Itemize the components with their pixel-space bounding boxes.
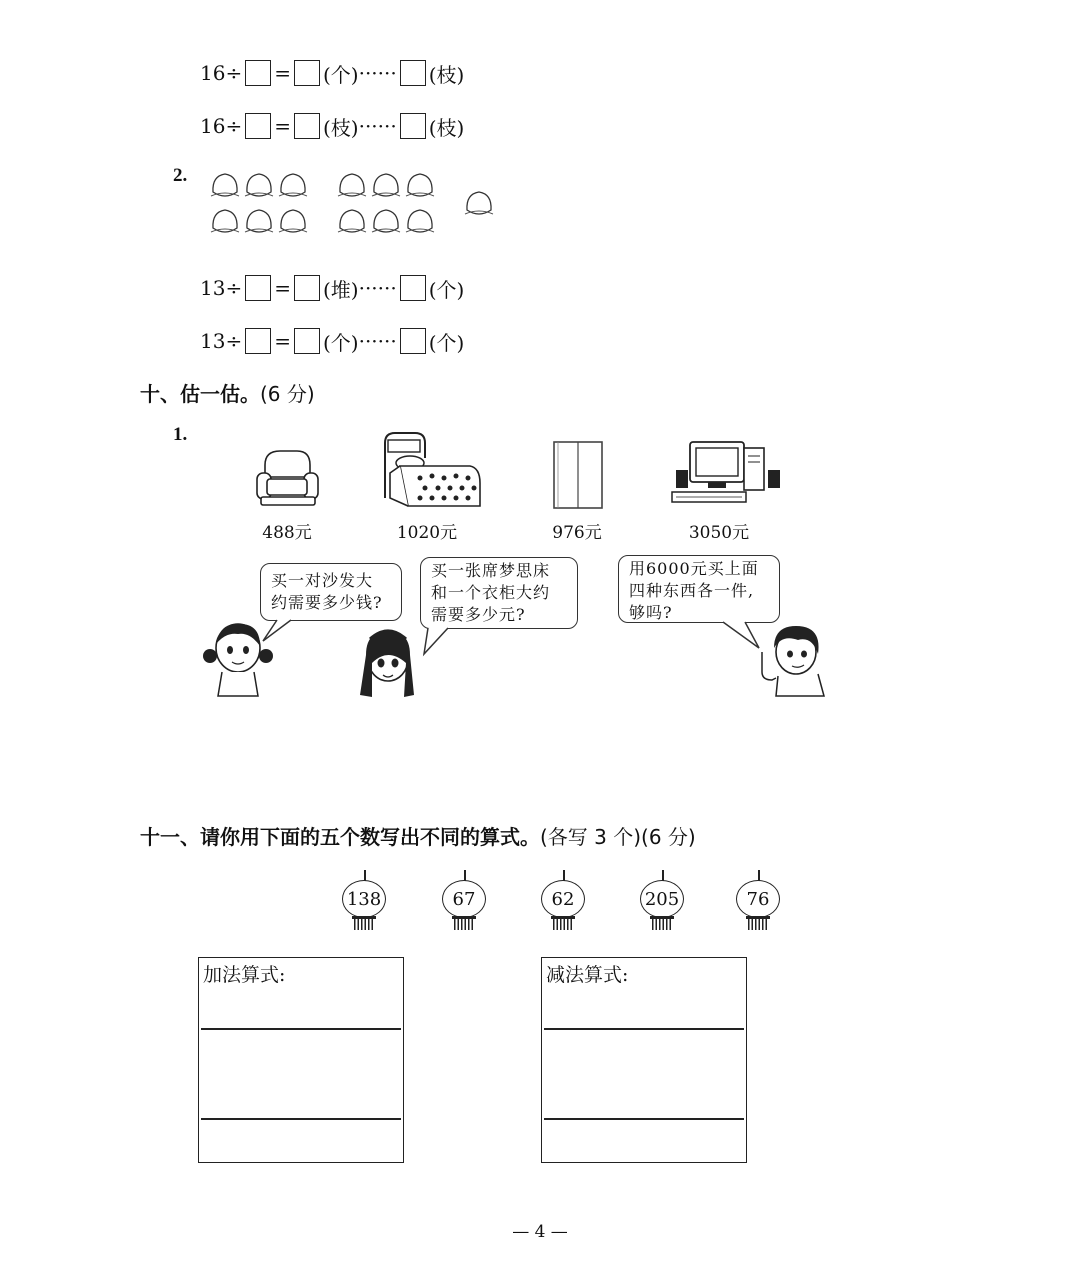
number-lantern [340,870,390,942]
unit-label: (枝) [428,62,465,87]
answer-box[interactable] [294,328,320,354]
speech-bubble [618,555,780,623]
wardrobe-icon [550,440,605,512]
section-heading [140,378,315,407]
answer-box[interactable] [400,60,426,86]
equation-row [200,111,464,141]
unit-label: (枝) [428,115,465,140]
price-label: 488元 [262,523,312,543]
equals-sign: = [274,61,291,85]
number-lantern [539,870,589,942]
divide-sign: ÷ [225,61,243,85]
equals-sign: = [274,114,291,138]
question-number: 1. [173,424,188,445]
answer-box[interactable] [400,113,426,139]
answer-line [544,1118,744,1120]
subtraction-answer-box[interactable] [541,957,747,1163]
page-number: — 4 — [512,1222,568,1242]
answer-box[interactable] [294,60,320,86]
divide-sign: ÷ [225,276,243,300]
bubble-text: 四种东西各一件, [629,581,755,600]
divide-sign: ÷ [225,114,243,138]
peach-illustration [205,168,505,250]
equation-row [200,58,464,88]
equals-sign: = [274,276,291,300]
lantern-number: 67 [442,880,486,918]
dividend: 13 [200,329,226,353]
bubble-text: 买一张席梦思床 [431,561,551,580]
dividend: 16 [200,114,226,138]
speech-bubble [420,557,578,629]
answer-box[interactable] [245,328,271,354]
remainder-dots: ······ [358,61,397,85]
answer-line [201,1118,401,1120]
bed-icon [380,428,485,513]
answer-box[interactable] [400,328,426,354]
computer-icon [668,440,786,505]
dividend: 16 [200,61,226,85]
section-title: 十、估一估。 [140,382,260,406]
unit-label: (枝) [322,115,359,140]
answer-line [201,1028,401,1030]
answer-box[interactable] [245,60,271,86]
addition-answer-box[interactable] [198,957,404,1163]
remainder-dots: ······ [358,276,397,300]
price-label: 1020元 [396,523,458,543]
bubble-text: 买一对沙发大 [271,571,374,590]
bubble-text: 需要多少元? [431,605,526,624]
unit-label: (堆) [322,277,359,302]
unit-label: (个) [428,277,465,302]
unit-label: (个) [322,62,359,87]
answer-line [544,1028,744,1030]
bubble-text: 用6000元买上面 [629,559,759,578]
answer-box[interactable] [294,113,320,139]
girl-character-icon [352,625,424,707]
answer-box[interactable] [400,275,426,301]
unit-label: (个) [428,330,465,355]
answer-box[interactable] [245,275,271,301]
answer-box[interactable] [245,113,271,139]
addition-label: 加法算式: [203,964,286,986]
remainder-dots: ······ [358,329,397,353]
bubble-text: 和一个衣柜大约 [431,583,551,602]
lantern-number: 138 [342,880,386,918]
bubble-text: 够吗? [629,603,673,622]
girl-character-icon [200,618,275,698]
lantern-number: 76 [736,880,780,918]
number-lantern [734,870,784,942]
lantern-number: 62 [541,880,585,918]
equals-sign: = [274,329,291,353]
remainder-dots: ······ [358,114,397,138]
section-heading [140,821,696,850]
unit-label: (个) [322,330,359,355]
equation-row [200,273,464,303]
divide-sign: ÷ [225,329,243,353]
speech-bubble [260,563,402,621]
number-lantern [440,870,490,942]
bubble-text: 约需要多少钱? [271,593,383,612]
price-label: 976元 [552,523,602,543]
number-lantern [638,870,688,942]
equation-row [200,326,464,356]
price-label: 3050元 [688,523,750,543]
section-points: (6 分) [260,382,315,406]
subtraction-label: 减法算式: [546,964,629,986]
bubble-tail [420,622,460,658]
answer-box[interactable] [294,275,320,301]
boy-character-icon [752,622,827,697]
sofa-icon [255,445,320,510]
question-number: 2. [173,165,188,186]
section-points: (各写 3 个)(6 分) [540,825,696,849]
section-title: 十一、请你用下面的五个数写出不同的算式。 [140,825,540,849]
lantern-number: 205 [640,880,684,918]
dividend: 13 [200,276,226,300]
